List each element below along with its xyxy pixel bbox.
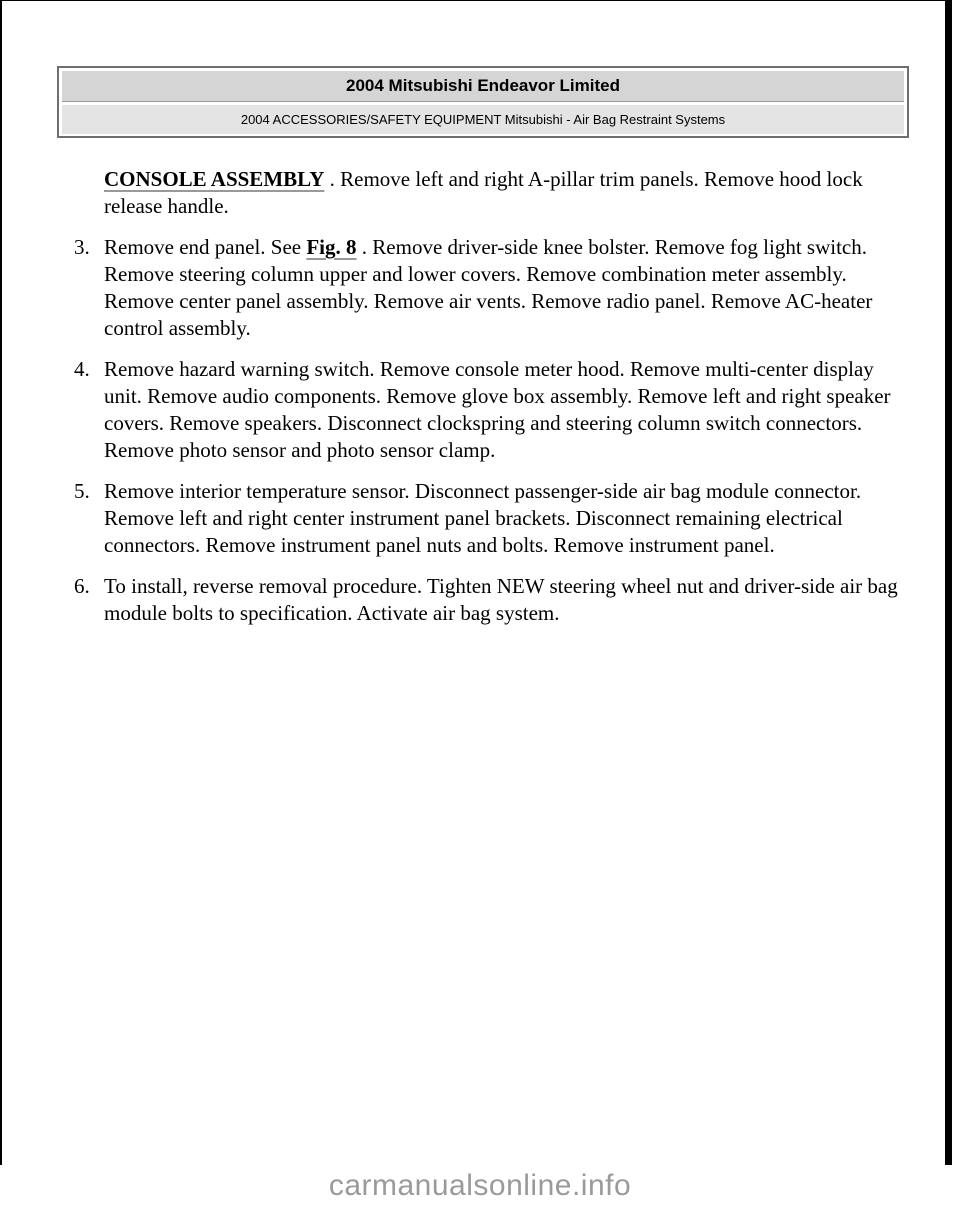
step-text: To install, reverse removal procedure. Tighten NEW steering wheel nut and driver-side air bag module bolts to specification. Activate air bag system. <box>104 574 898 625</box>
lead-text: . Remove left and right A-pillar trim panels. Remove hood lock release handle. <box>104 167 863 218</box>
site-watermark: carmanualsonline.info <box>328 1168 632 1202</box>
step-text: Remove end panel. See <box>104 235 307 259</box>
step-number: 6. <box>74 574 90 598</box>
fig-8-link[interactable]: Fig. 8 <box>306 235 357 259</box>
step-number: 3. <box>74 235 90 259</box>
section-subtitle: 2004 ACCESSORIES/SAFETY EQUIPMENT Mitsubishi - Air Bag Restraint Systems <box>62 105 904 134</box>
step-4 <box>74 356 910 464</box>
step-number: 5. <box>74 479 90 503</box>
step-text: Remove interior temperature sensor. Disconnect passenger-side air bag module connector. Remove left and right center instrument panel brackets. Disconnect remaining electrical connectors. Remove instrument panel nuts and bolts. Remove instrument panel. <box>104 479 862 557</box>
step-text: . Remove driver-side knee bolster. Remove fog light switch. Remove steering column upper and lower covers. Remove combination meter assembly. Remove center panel assembly. Remove air vents. Remove radio panel. Remove AC-heater control assembly. <box>104 235 873 340</box>
procedure-body <box>74 166 910 641</box>
console-assembly-link[interactable]: CONSOLE ASSEMBLY <box>104 167 325 191</box>
document-header <box>57 66 909 138</box>
vehicle-title: 2004 Mitsubishi Endeavor Limited <box>62 71 904 102</box>
lead-paragraph <box>104 166 910 220</box>
step-6 <box>74 573 910 627</box>
step-text: Remove hazard warning switch. Remove console meter hood. Remove multi-center display unit. Remove audio components. Remove glove box assembly. Remove left and right speaker covers. Remove speakers. Disconnect clockspring and steering column switch connectors. Remove photo sensor and photo sensor clamp. <box>104 357 891 462</box>
step-3 <box>74 234 910 342</box>
step-number: 4. <box>74 357 90 381</box>
step-5 <box>74 478 910 559</box>
